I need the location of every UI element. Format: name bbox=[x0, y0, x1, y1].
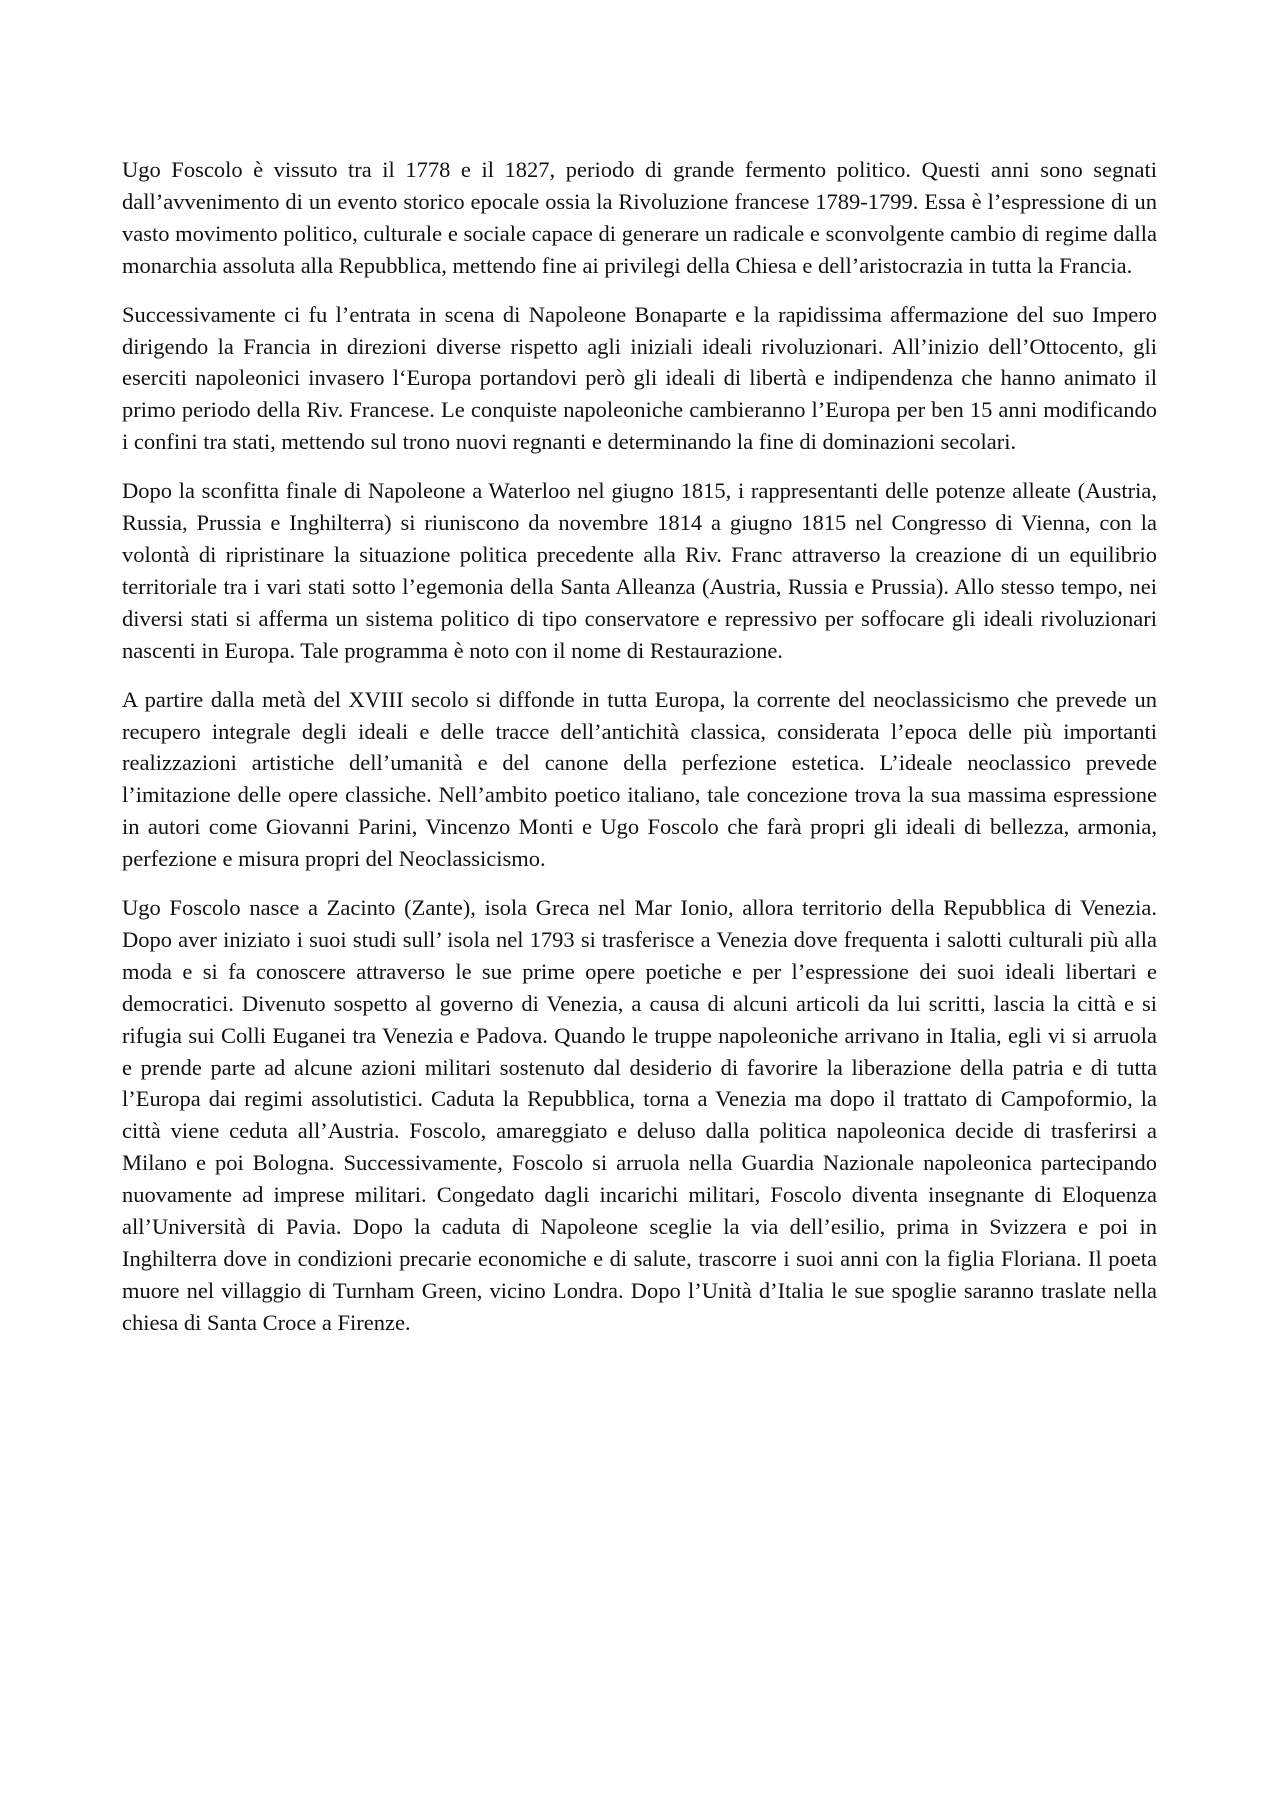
paragraph-french-revolution: Ugo Foscolo è vissuto tra il 1778 e il 1827, periodo di grande fermento politico. Questi anni sono segnati dall’avvenimento di un evento storico epocale ossia la Rivoluzione francese 1789-1799. Essa è l’espressione di un vasto movimento politico, culturale e sociale capace di generare un radicale e sconvolgente cambio di regime dalla monarchia assoluta alla Repubblica, mettendo fine ai privilegi della Chiesa e dell’aristocrazia in tutta la Francia. bbox=[122, 157, 1157, 278]
document-body bbox=[122, 154, 1157, 1356]
paragraph-foscolo-biography: Ugo Foscolo nasce a Zacinto (Zante), isola Greca nel Mar Ionio, allora territorio della Repubblica di Venezia. Dopo aver iniziato i suoi studi sull’ isola nel 1793 si trasferisce a Venezia dove frequenta i salotti culturali più alla moda e si fa conoscere attraverso le sue prime opere poetiche e per l’espressione dei suoi ideali libertari e democratici. Divenuto sospetto al governo di Venezia, a causa di alcuni articoli da lui scritti, lascia la città e si rifugia sui Colli Euganei tra Venezia e Padova. Quando le truppe napoleoniche arrivano in Italia, egli vi si arruola e prende parte ad alcune azioni militari sostenuto dal desiderio di favorire la liberazione della patria e di tutta l’Europa dai regimi assolutistici. Caduta la Repubblica, torna a Venezia ma dopo il trattato di Campoformio, la città viene ceduta all’Austria. Foscolo, amareggiato e deluso dalla politica napoleonica decide di trasferirsi a Milano e poi Bologna. Successivamente, Foscolo si arruola nella Guardia Nazionale napoleonica partecipando nuovamente ad imprese militari. Congedato dagli incarichi militari, Foscolo diventa insegnante di Eloquenza all’Università di Pavia. Dopo la caduta di Napoleone sceglie la via dell’esilio, prima in Svizzera e poi in Inghilterra dove in condizioni precarie economiche e di salute, trascorre i suoi anni con la figlia Floriana. Il poeta muore nel villaggio di Turnham Green, vicino Londra. Dopo l’Unità d’Italia le sue spoglie saranno traslate nella chiesa di Santa Croce a Firenze. bbox=[122, 895, 1157, 1335]
paragraph-congress-of-vienna: Dopo la sconfitta finale di Napoleone a Waterloo nel giugno 1815, i rappresentanti delle potenze alleate (Austria, Russia, Prussia e Inghilterra) si riuniscono da novembre 1814 a giugno 1815 nel Congresso di Vienna, con la volontà di ripristinare la situazione politica precedente alla Riv. Franc attraverso la creazione di un equilibrio territoriale tra i vari stati sotto l’egemonia della Santa Alleanza (Austria, Russia e Prussia). Allo stesso tempo, nei diversi stati si afferma un sistema politico di tipo conservatore e repressivo per soffocare gli ideali rivoluzionari nascenti in Europa. Tale programma è noto con il nome di Restaurazione. bbox=[122, 478, 1157, 663]
paragraph-napoleon: Successivamente ci fu l’entrata in scena di Napoleone Bonaparte e la rapidissima affermazione del suo Impero dirigendo la Francia in direzioni diverse rispetto agli iniziali ideali rivoluzionari. All’inizio dell’Ottocento, gli eserciti napoleonici invasero l‘Europa portandovi però gli ideali di libertà e indipendenza che hanno animato il primo periodo della Riv. Francese. Le conquiste napoleoniche cambieranno l’Europa per ben 15 anni modificando i confini tra stati, mettendo sul trono nuovi regnanti e determinando la fine di dominazioni secolari. bbox=[122, 301, 1157, 455]
paragraph-neoclassicism: A partire dalla metà del XVIII secolo si diffonde in tutta Europa, la corrente del neoclassicismo che prevede un recupero integrale degli ideali e delle tracce dell’antichità classica, considerata l’epoca delle più importanti realizzazioni artistiche dell’umanità e del canone della perfezione estetica. L’ideale neoclassico prevede l’imitazione delle opere classiche. Nell’ambito poetico italiano, tale concezione trova la sua massima espressione in autori come Giovanni Parini, Vincenzo Monti e Ugo Foscolo che farà propri gli ideali di bellezza, armonia, perfezione e misura propri del Neoclassicismo. bbox=[122, 686, 1157, 872]
